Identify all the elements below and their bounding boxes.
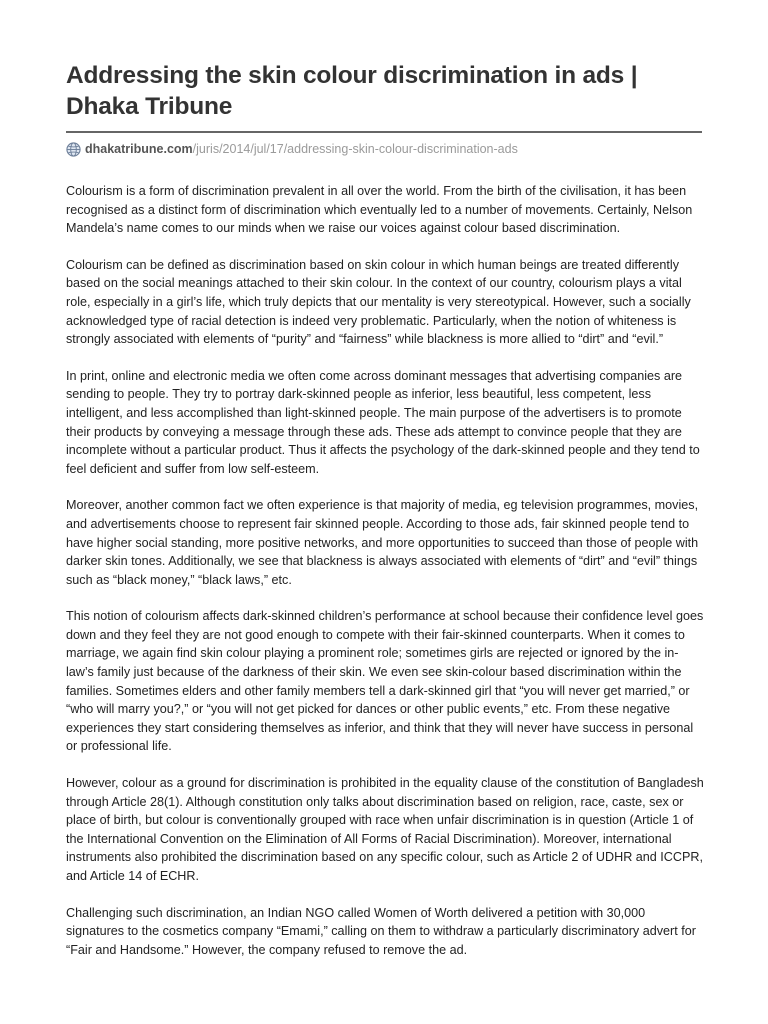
page-title: Addressing the skin colour discrimination in ads | Dhaka Tribune (66, 62, 638, 120)
paragraph: Moreover, another common fact we often experience is that majority of media, eg television programmes, movies, and advertisements choose to represent fair skinned people. According to those ads, fair skinned people tend to have higher social standing, more positive networks, and more opportunities to succeed than those of people with darker skin tones. Additionally, we see that blackness is always associated with elements of “dirt” and “evil” things such as “black money,” “black laws,” etc. (66, 498, 699, 587)
globe-icon (66, 142, 81, 157)
source-path[interactable]: /juris/2014/jul/17/addressing-skin-colour-discrimination-ads (192, 142, 518, 156)
source-line (66, 139, 706, 159)
paragraph: Challenging such discrimination, an Indian NGO called Women of Worth delivered a petition with 30,000 signatures to the cosmetics company “Emami,” calling on them to withdraw a particularly discriminatory advert for “Fair and Handsome.” However, the company refused to remove the ad. (66, 905, 696, 957)
paragraph: Colourism is a form of discrimination prevalent in all over the world. From the birth of the civilisation, it has been recognised as a distinct form of discrimination which eventually led to a number of movements. Certainly, Nelson Mandela’s name comes to our minds when we raise our voices against colour based discrimination. (66, 184, 693, 236)
title-divider (66, 131, 702, 133)
paragraph: In print, online and electronic media we often come across dominant messages that advertising companies are sending to people. They try to portray dark-skinned people as inferior, less beautiful, less competent, less intelligent, and less accomplished than light-skinned people. The main purpose of the advertisers is to promote their products by conveying a message through these ads. These ads attempt to convince people that they are incomplete without a particular product. Thus it affects the psychology of the dark-skinned people and they tend to feel deficient and suffer from low self-esteem. (66, 368, 700, 476)
paragraph: Colourism can be defined as discrimination based on skin colour in which human beings are treated differently based on the social meanings attached to their skin colour. In the context of our country, colourism plays a vital role, especially in a girl’s life, which truly depicts that our mentality is very stereotypical. However, such a socially acknowledged type of racial detection is indeed very problematic. Particularly, when the notion of whiteness is strongly associated with elements of “purity” and “fairness” while blackness is more allied to “dirt” and “evil.” (66, 257, 691, 347)
article-body (66, 182, 706, 959)
source-domain[interactable]: dhakatribune.com (85, 142, 193, 156)
paragraph: This notion of colourism affects dark-skinned children’s performance at school because their confidence level goes down and they feel they are not good enough to compete with their fair-skinned counterparts. When it comes to marriage, we again find skin colour playing a prominent role; sometimes girls are rejected or ignored by the in-law’s family just because of the darkness of their skin. We even see skin-colour based discrimination within the families. Sometimes elders and other family members tell a dark-skinned girl that “you will never get married,” or “who will marry you?,” or “you will not get picked for dances or other public events,” etc. From these negative experiences they start considering themselves as inferior, and think that they will never have success in personal or professional life. (66, 609, 704, 754)
paragraph: However, colour as a ground for discrimination is prohibited in the equality clause of the constitution of Bangladesh through Article 28(1). Although constitution only talks about discrimination based on religion, race, caste, sex or place of birth, but colour is conventionally grouped with race when unfair discrimination is in question (Article 1 of the International Convention on the Elimination of All Forms of Racial Discrimination). Moreover, international instruments also prohibited the discrimination based on any specific colour, such as Article 2 of UDHR and ICCPR, and Article 14 of ECHR. (66, 776, 704, 883)
